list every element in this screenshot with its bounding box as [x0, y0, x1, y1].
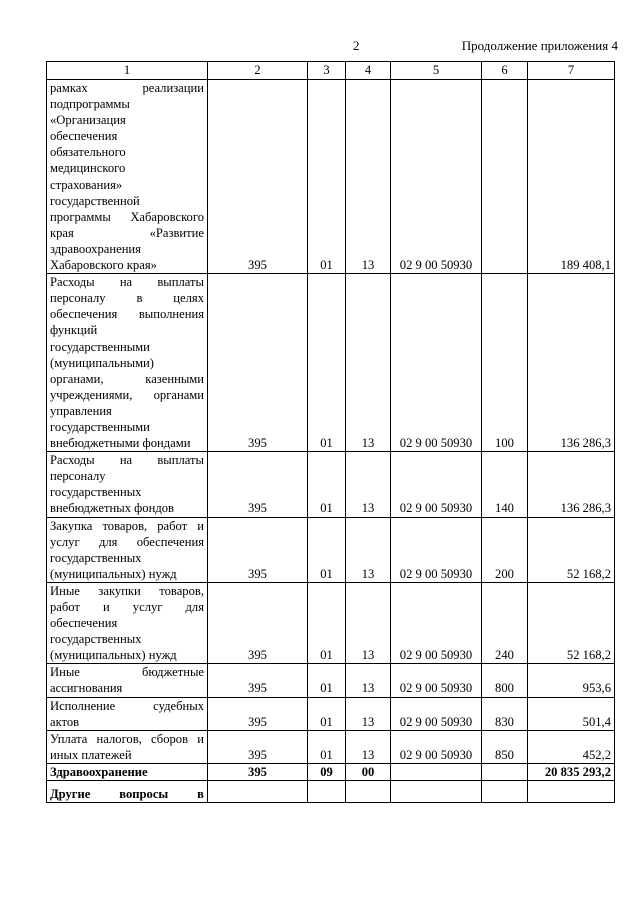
subsection-code: 13: [346, 80, 391, 274]
expense-description: [47, 763, 208, 780]
description-line: края «Развитие: [50, 225, 204, 240]
column-header: 3: [308, 62, 346, 80]
description-line: Расходы на выплаты: [50, 453, 204, 468]
table-row: [47, 781, 615, 803]
expense-description: [47, 582, 208, 663]
description-line: внебюджетных фондов: [50, 501, 174, 516]
subsection-code: [346, 781, 391, 803]
description-line: медицинского: [50, 161, 126, 176]
section-code: 01: [308, 274, 346, 452]
description-line: ассигнования: [50, 681, 123, 696]
target-article-code: [391, 781, 482, 803]
section-code: 01: [308, 80, 346, 274]
column-header: 2: [208, 62, 308, 80]
description-line: (муниципальными): [50, 355, 154, 370]
budget-table: [46, 61, 615, 803]
ministry-code: 395: [208, 582, 308, 663]
description-line: работ и услуг для: [50, 600, 204, 614]
column-header: 5: [391, 62, 482, 80]
amount-value: [528, 781, 615, 803]
description-line: государственной: [50, 193, 140, 208]
expense-description: [47, 730, 208, 763]
section-code: 01: [308, 582, 346, 663]
ministry-code: [208, 781, 308, 803]
description-line: государственными: [50, 419, 150, 434]
description-line: внебюджетными фондами: [50, 436, 191, 451]
subsection-code: 13: [346, 730, 391, 763]
expense-description: [47, 452, 208, 517]
expense-type-code: 200: [482, 517, 528, 582]
ministry-code: 395: [208, 517, 308, 582]
description-line: обязательного: [50, 145, 126, 160]
table-row: [47, 763, 615, 780]
ministry-code: 395: [208, 452, 308, 517]
amount-value: 452,2: [528, 730, 615, 763]
table-row: [47, 80, 615, 274]
section-code: 01: [308, 452, 346, 517]
subsection-code: 13: [346, 274, 391, 452]
description-line: программы Хабаровского: [50, 209, 204, 224]
description-line: Иные бюджетные: [50, 665, 204, 680]
ministry-code: 395: [208, 697, 308, 730]
expense-description: [47, 80, 208, 274]
description-line: Закупка товаров, работ и: [50, 518, 204, 533]
ministry-code: 395: [208, 80, 308, 274]
target-article-code: 02 9 00 50930: [391, 452, 482, 517]
description-line: (муниципальных) нужд: [50, 566, 177, 581]
amount-value: 52 168,2: [528, 582, 615, 663]
table-row: [47, 517, 615, 582]
expense-description: [47, 517, 208, 582]
description-line: актов: [50, 714, 80, 729]
description-line: персоналу: [50, 469, 106, 484]
subsection-code: 13: [346, 582, 391, 663]
target-article-code: 02 9 00 50930: [391, 664, 482, 697]
expense-type-code: [482, 763, 528, 780]
target-article-code: 02 9 00 50930: [391, 582, 482, 663]
column-header: 4: [346, 62, 391, 80]
description-line: Хабаровского края»: [50, 258, 157, 273]
ministry-code: 395: [208, 664, 308, 697]
description-line: обеспечения: [50, 129, 118, 144]
description-line: Здравоохранение: [50, 764, 148, 779]
table-row: [47, 664, 615, 697]
section-code: 01: [308, 517, 346, 582]
subsection-code: 13: [346, 697, 391, 730]
description-line: здравоохранения: [50, 241, 141, 256]
page-number: 2: [353, 38, 360, 53]
description-line: персоналу в целях: [50, 291, 204, 306]
column-number-row: [47, 62, 615, 80]
subsection-code: 00: [346, 763, 391, 780]
expense-type-code: [482, 781, 528, 803]
description-line: услуг для обеспечения: [50, 534, 204, 549]
description-line: учреждениями, органами: [50, 387, 204, 402]
description-line: органами, казенными: [50, 371, 204, 386]
column-header: 1: [47, 62, 208, 80]
amount-value: 953,6: [528, 664, 615, 697]
description-line: Уплата налогов, сборов и: [50, 731, 204, 746]
column-header: 6: [482, 62, 528, 80]
ministry-code: 395: [208, 763, 308, 780]
description-line: рамках реализации: [50, 81, 204, 95]
target-article-code: [391, 763, 482, 780]
expense-description: [47, 781, 208, 803]
expense-type-code: [482, 80, 528, 274]
target-article-code: 02 9 00 50930: [391, 517, 482, 582]
description-line: «Организация: [50, 113, 126, 128]
description-line: страхования»: [50, 177, 123, 192]
ministry-code: 395: [208, 730, 308, 763]
column-header: 7: [528, 62, 615, 80]
section-code: 01: [308, 730, 346, 763]
description-line: управления: [50, 403, 112, 418]
section-code: 01: [308, 697, 346, 730]
description-line: обеспечения: [50, 616, 118, 631]
amount-value: 136 286,3: [528, 452, 615, 517]
amount-value: 501,4: [528, 697, 615, 730]
description-line: подпрограммы: [50, 97, 130, 112]
expense-type-code: 850: [482, 730, 528, 763]
amount-value: 20 835 293,2: [528, 763, 615, 780]
expense-type-code: 830: [482, 697, 528, 730]
expense-description: [47, 664, 208, 697]
description-line: Иные закупки товаров,: [50, 583, 204, 598]
description-line: обеспечения выполнения: [50, 307, 204, 322]
ministry-code: 395: [208, 274, 308, 452]
target-article-code: 02 9 00 50930: [391, 697, 482, 730]
target-article-code: 02 9 00 50930: [391, 80, 482, 274]
amount-value: 52 168,2: [528, 517, 615, 582]
table-row: [47, 582, 615, 663]
description-line: Расходы на выплаты: [50, 275, 204, 290]
expense-type-code: 140: [482, 452, 528, 517]
table-row: [47, 274, 615, 452]
description-line: государственных: [50, 632, 142, 647]
section-code: 09: [308, 763, 346, 780]
section-code: 01: [308, 664, 346, 697]
appendix-continuation-note: Продолжение приложения 4: [461, 38, 618, 53]
description-line: Другие вопросы в: [50, 786, 204, 801]
table-row: [47, 452, 615, 517]
expense-description: [47, 274, 208, 452]
amount-value: 136 286,3: [528, 274, 615, 452]
description-line: функций: [50, 323, 98, 338]
subsection-code: 13: [346, 452, 391, 517]
expense-description: [47, 697, 208, 730]
description-line: государственными: [50, 339, 150, 354]
section-code: [308, 781, 346, 803]
subsection-code: 13: [346, 517, 391, 582]
table-row: [47, 730, 615, 763]
description-line: государственных: [50, 550, 142, 565]
target-article-code: 02 9 00 50930: [391, 730, 482, 763]
description-line: государственных: [50, 485, 142, 500]
description-line: Исполнение судебных: [50, 698, 204, 713]
description-line: иных платежей: [50, 747, 132, 762]
table-row: [47, 697, 615, 730]
expense-type-code: 800: [482, 664, 528, 697]
expense-type-code: 100: [482, 274, 528, 452]
amount-value: 189 408,1: [528, 80, 615, 274]
subsection-code: 13: [346, 664, 391, 697]
description-line: (муниципальных) нужд: [50, 648, 177, 663]
target-article-code: 02 9 00 50930: [391, 274, 482, 452]
expense-type-code: 240: [482, 582, 528, 663]
